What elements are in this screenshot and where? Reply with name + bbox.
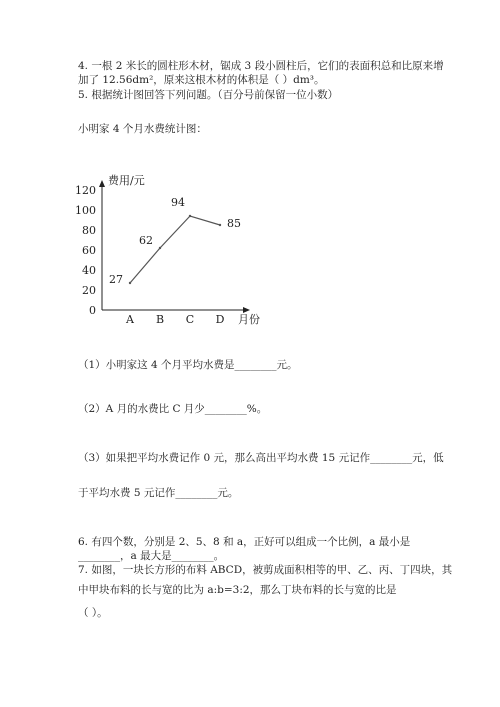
q5-line1: 5. 根据统计图回答下列问题。（百分号前保留一位小数） — [78, 89, 339, 101]
sub-question-3-line2: 于平均水费 5 元记作________元。 — [78, 487, 239, 499]
x-axis-label: 月份 — [238, 313, 260, 326]
y-tick-label: 120 — [75, 184, 96, 197]
data-label: 27 — [109, 273, 123, 286]
y-axis-label: 费用/元 — [108, 174, 145, 187]
x-tick-label: D — [215, 313, 225, 326]
data-point — [159, 247, 161, 249]
q4-line1: 4. 一根 2 米长的圆柱形木材，锯成 3 段小圆柱后，它们的表面积总和比原来增 — [78, 60, 444, 72]
q7-line2: 中甲块布料的长与宽的比为 a:b=3:2，那么丁块布料的长与宽的比是 — [78, 584, 397, 596]
x-tick-label: A — [126, 313, 134, 326]
line-chart — [72, 168, 272, 328]
x-tick-label: B — [155, 313, 165, 326]
chart-caption: 小明家 4 个月水费统计图： — [78, 123, 207, 135]
y-axis-arrow — [99, 180, 105, 187]
sub-question-2: （2）A 月的水费比 C 月少________%。 — [78, 403, 268, 415]
data-point — [129, 282, 131, 284]
q6-line1: 6. 有四个数，分别是 2、5、8 和 a，正好可以组成一个比例，a 最小是 — [78, 536, 411, 548]
data-point — [189, 215, 191, 217]
y-tick-label: 40 — [82, 264, 96, 277]
sub-question-1: （1）小明家这 4 个月平均水费是________元。 — [78, 359, 298, 371]
data-label: 94 — [171, 196, 185, 209]
y-tick-label: 20 — [82, 284, 96, 297]
q6-line2: ________，a 最大是________。 — [78, 550, 225, 562]
data-label: 85 — [227, 217, 241, 230]
q4-line2: 加了 12.56dm²，原来这根木材的体积是（ ）dm³。 — [78, 74, 325, 86]
data-label: 62 — [139, 234, 153, 247]
series-line — [130, 216, 220, 283]
y-tick-label: 100 — [75, 204, 96, 217]
y-tick-label: 0 — [89, 304, 96, 317]
data-point — [219, 224, 221, 226]
water-fee-chart — [72, 168, 272, 328]
y-tick-label: 80 — [82, 224, 96, 237]
q7-line1: 7. 如图，一块长方形的布料 ABCD，被剪成面积相等的甲、乙、丙、丁四块，其 — [78, 564, 453, 576]
y-tick-label: 60 — [82, 244, 96, 257]
sub-question-3-line1: （3）如果把平均水费记作 0 元，那么高出平均水费 15 元记作________元，低 — [78, 452, 444, 464]
q7-line3: （ ）。 — [78, 607, 108, 619]
x-tick-label: C — [185, 313, 195, 326]
